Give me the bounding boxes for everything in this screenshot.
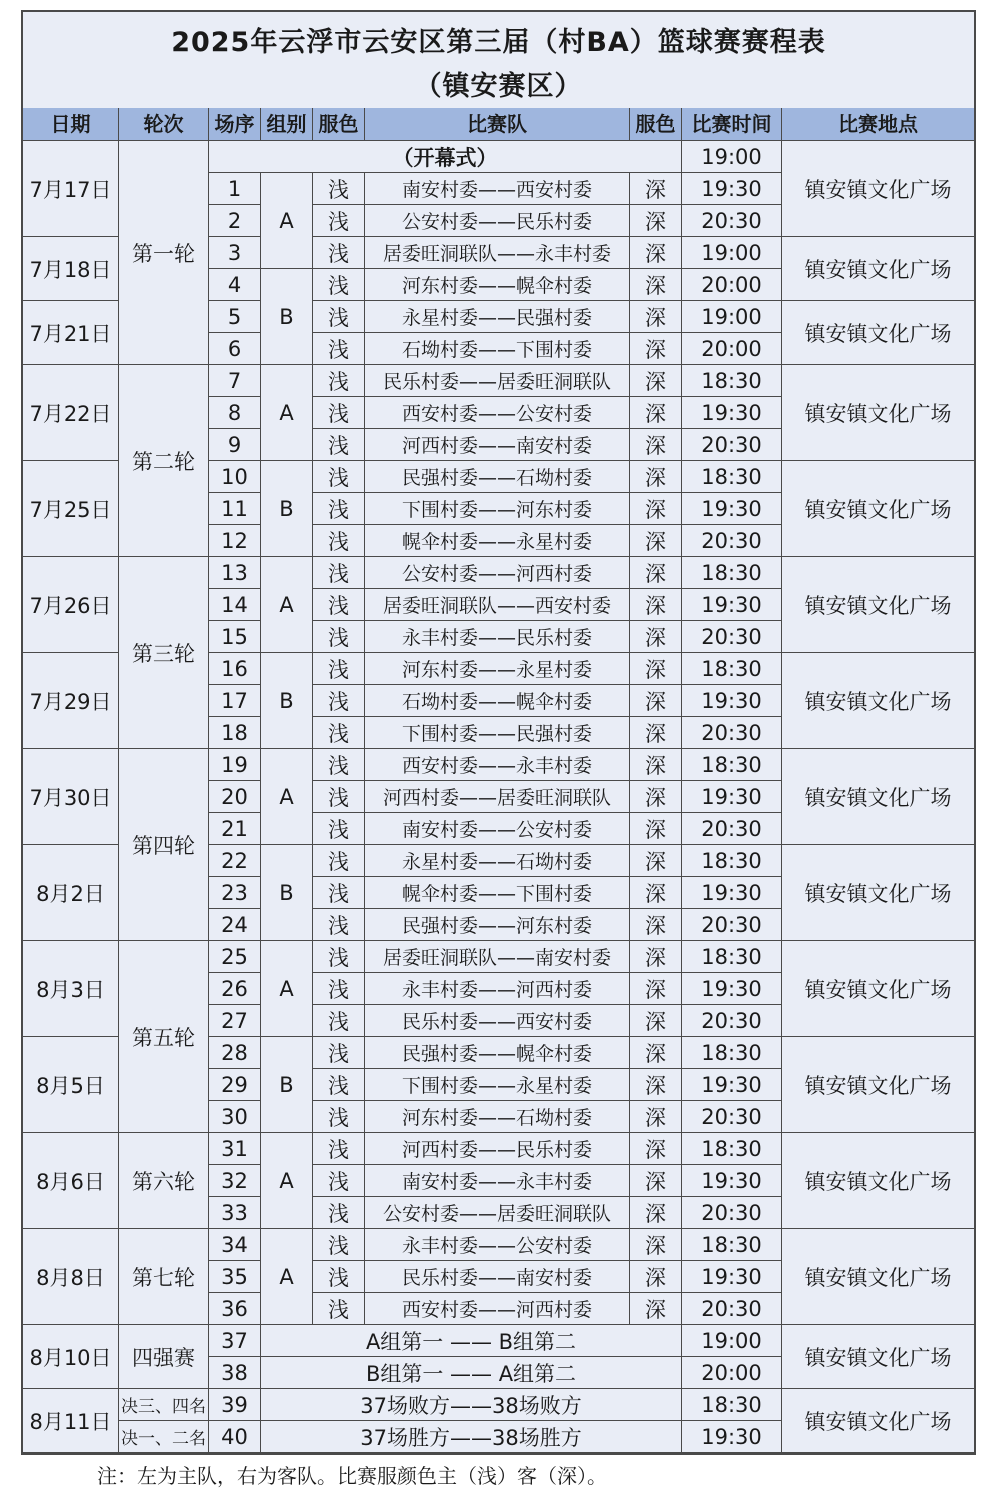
match-time-cell: 18:30 [682, 365, 782, 397]
away-color-cell: 深 [630, 557, 682, 589]
match-time-cell: 18:30 [682, 1133, 782, 1165]
venue-cell: 镇安镇文化广场 [782, 557, 974, 653]
away-color-cell: 深 [630, 1165, 682, 1197]
home-color-cell: 浅 [313, 205, 365, 237]
away-color-cell: 深 [630, 397, 682, 429]
match-teams-cell: 永丰村委——公安村委 [365, 1229, 630, 1261]
round-cell: 第六轮 [119, 1133, 209, 1229]
home-color-cell: 浅 [313, 845, 365, 877]
match-seq-cell: 37 [209, 1325, 261, 1357]
home-color-cell: 浅 [313, 365, 365, 397]
footnote: 注：左为主队，右为客队。比赛服颜色主（浅）客（深）。 [97, 1464, 607, 1488]
opening-time-cell: 19:00 [682, 141, 782, 173]
round-cell: 第七轮 [119, 1229, 209, 1325]
venue-cell: 镇安镇文化广场 [782, 653, 974, 749]
header-date: 日期 [23, 108, 119, 140]
away-color-cell: 深 [630, 1005, 682, 1037]
match-teams-cell: 下围村委——民强村委 [365, 717, 630, 749]
match-teams-cell: 民乐村委——居委旺洞联队 [365, 365, 630, 397]
home-color-cell: 浅 [313, 1069, 365, 1101]
group-cell: A [261, 365, 313, 461]
date-cell: 7月21日 [23, 301, 119, 365]
match-seq-cell: 35 [209, 1261, 261, 1293]
match-time-cell: 20:30 [682, 813, 782, 845]
match-time-cell: 19:30 [682, 877, 782, 909]
home-color-cell: 浅 [313, 1165, 365, 1197]
match-teams-cell: 民乐村委——南安村委 [365, 1261, 630, 1293]
match-seq-cell: 34 [209, 1229, 261, 1261]
match-seq-cell: 9 [209, 429, 261, 461]
venue-cell: 镇安镇文化广场 [782, 941, 974, 1037]
date-cell: 8月8日 [23, 1229, 119, 1325]
match-time-cell: 18:30 [682, 1037, 782, 1069]
match-time-cell: 19:30 [682, 1261, 782, 1293]
date-cell: 7月25日 [23, 461, 119, 557]
home-color-cell: 浅 [313, 1229, 365, 1261]
home-color-cell: 浅 [313, 525, 365, 557]
header-round: 轮次 [119, 108, 209, 140]
title-block [23, 12, 974, 109]
round-cell: 第三轮 [119, 557, 209, 749]
match-teams-cell: 永星村委——石坳村委 [365, 845, 630, 877]
header-teams: 比赛队 [365, 108, 630, 140]
match-time-cell: 20:30 [682, 1101, 782, 1133]
match-seq-cell: 14 [209, 589, 261, 621]
match-teams-cell: 居委旺洞联队——西安村委 [365, 589, 630, 621]
match-time-cell: 20:30 [682, 525, 782, 557]
match-seq-cell: 6 [209, 333, 261, 365]
match-time-cell: 18:30 [682, 941, 782, 973]
group-cell: B [261, 269, 313, 365]
match-seq-cell: 4 [209, 269, 261, 301]
home-color-cell: 浅 [313, 1005, 365, 1037]
match-teams-cell: 南安村委——永丰村委 [365, 1165, 630, 1197]
match-seq-cell: 28 [209, 1037, 261, 1069]
date-cell: 8月5日 [23, 1037, 119, 1133]
home-color-cell: 浅 [313, 1037, 365, 1069]
home-color-cell: 浅 [313, 621, 365, 653]
away-color-cell: 深 [630, 877, 682, 909]
home-color-cell: 浅 [313, 1261, 365, 1293]
venue-cell: 镇安镇文化广场 [782, 1229, 974, 1325]
home-color-cell: 浅 [313, 941, 365, 973]
match-teams-cell: 居委旺洞联队——南安村委 [365, 941, 630, 973]
match-time-cell: 20:30 [682, 1197, 782, 1229]
match-teams-cell: 河西村委——民乐村委 [365, 1133, 630, 1165]
match-time-cell: 19:30 [682, 397, 782, 429]
match-time-cell: 19:30 [682, 493, 782, 525]
group-cell: B [261, 845, 313, 941]
match-time-cell: 18:30 [682, 1389, 782, 1421]
round-cell: 决三、四名 [119, 1389, 209, 1421]
match-teams-cell: 永丰村委——民乐村委 [365, 621, 630, 653]
match-seq-cell: 18 [209, 717, 261, 749]
home-color-cell: 浅 [313, 493, 365, 525]
match-seq-cell: 22 [209, 845, 261, 877]
match-teams-cell: 幌伞村委——永星村委 [365, 525, 630, 557]
match-teams-cell: 37场胜方——38场胜方 [261, 1421, 682, 1453]
match-time-cell: 19:30 [682, 173, 782, 205]
match-seq-cell: 2 [209, 205, 261, 237]
venue-cell: 镇安镇文化广场 [782, 237, 974, 301]
match-time-cell: 18:30 [682, 653, 782, 685]
home-color-cell: 浅 [313, 397, 365, 429]
match-seq-cell: 39 [209, 1389, 261, 1421]
match-teams-cell: 下围村委——永星村委 [365, 1069, 630, 1101]
match-teams-cell: 西安村委——河西村委 [365, 1293, 630, 1325]
away-color-cell: 深 [630, 237, 682, 269]
home-color-cell: 浅 [313, 429, 365, 461]
date-cell: 8月11日 [23, 1389, 119, 1453]
home-color-cell: 浅 [313, 749, 365, 781]
match-teams-cell: 南安村委——西安村委 [365, 173, 630, 205]
match-teams-cell: 民强村委——幌伞村委 [365, 1037, 630, 1069]
away-color-cell: 深 [630, 941, 682, 973]
round-cell: 决一、二名 [119, 1421, 209, 1453]
match-time-cell: 18:30 [682, 461, 782, 493]
away-color-cell: 深 [630, 1197, 682, 1229]
match-seq-cell: 23 [209, 877, 261, 909]
away-color-cell: 深 [630, 653, 682, 685]
schedule-sheet [21, 10, 976, 1455]
group-cell: B [261, 653, 313, 749]
match-time-cell: 19:30 [682, 973, 782, 1005]
away-color-cell: 深 [630, 685, 682, 717]
date-cell: 7月30日 [23, 749, 119, 845]
round-cell: 第五轮 [119, 941, 209, 1133]
match-teams-cell: 民强村委——河东村委 [365, 909, 630, 941]
round-cell: 第四轮 [119, 749, 209, 941]
match-teams-cell: 民乐村委——西安村委 [365, 1005, 630, 1037]
round-cell: 第一轮 [119, 141, 209, 365]
away-color-cell: 深 [630, 1069, 682, 1101]
match-teams-cell: 公安村委——河西村委 [365, 557, 630, 589]
venue-cell: 镇安镇文化广场 [782, 301, 974, 365]
away-color-cell: 深 [630, 365, 682, 397]
match-time-cell: 18:30 [682, 557, 782, 589]
away-color-cell: 深 [630, 621, 682, 653]
venue-cell: 镇安镇文化广场 [782, 1389, 974, 1453]
page-title: 2025年云浮市云安区第三届（村BA）篮球赛赛程表 [171, 27, 826, 58]
match-teams-cell: 永丰村委——河西村委 [365, 973, 630, 1005]
match-seq-cell: 21 [209, 813, 261, 845]
match-teams-cell: 幌伞村委——下围村委 [365, 877, 630, 909]
match-teams-cell: 河东村委——石坳村委 [365, 1101, 630, 1133]
match-seq-cell: 10 [209, 461, 261, 493]
match-time-cell: 20:00 [682, 269, 782, 301]
round-cell: 第二轮 [119, 365, 209, 557]
group-cell: A [261, 749, 313, 845]
away-color-cell: 深 [630, 429, 682, 461]
match-time-cell: 18:30 [682, 845, 782, 877]
home-color-cell: 浅 [313, 557, 365, 589]
venue-cell: 镇安镇文化广场 [782, 365, 974, 461]
date-cell: 8月3日 [23, 941, 119, 1037]
home-color-cell: 浅 [313, 1133, 365, 1165]
group-cell: A [261, 941, 313, 1037]
date-cell: 7月22日 [23, 365, 119, 461]
match-seq-cell: 27 [209, 1005, 261, 1037]
schedule-table [23, 141, 974, 1453]
match-seq-cell: 13 [209, 557, 261, 589]
match-teams-cell: 下围村委——河东村委 [365, 493, 630, 525]
match-time-cell: 20:30 [682, 205, 782, 237]
header-time: 比赛时间 [682, 108, 782, 140]
away-color-cell: 深 [630, 173, 682, 205]
home-color-cell: 浅 [313, 653, 365, 685]
opening-ceremony-cell: （开幕式） [209, 141, 682, 173]
away-color-cell: 深 [630, 589, 682, 621]
home-color-cell: 浅 [313, 1197, 365, 1229]
match-teams-cell: 民强村委——石坳村委 [365, 461, 630, 493]
home-color-cell: 浅 [313, 685, 365, 717]
match-time-cell: 19:30 [682, 1165, 782, 1197]
match-seq-cell: 5 [209, 301, 261, 333]
venue-cell: 镇安镇文化广场 [782, 749, 974, 845]
venue-cell: 镇安镇文化广场 [782, 845, 974, 941]
group-cell: B [261, 461, 313, 557]
match-teams-cell: 石坳村委——幌伞村委 [365, 685, 630, 717]
match-time-cell: 19:30 [682, 589, 782, 621]
venue-cell: 镇安镇文化广场 [782, 1133, 974, 1229]
away-color-cell: 深 [630, 1229, 682, 1261]
match-teams-cell: 公安村委——民乐村委 [365, 205, 630, 237]
away-color-cell: 深 [630, 333, 682, 365]
match-teams-cell: 河西村委——南安村委 [365, 429, 630, 461]
group-cell: B [261, 1037, 313, 1133]
venue-cell: 镇安镇文化广场 [782, 1325, 974, 1389]
match-time-cell: 19:30 [682, 1421, 782, 1453]
header-seq: 场序 [209, 108, 261, 140]
venue-cell: 镇安镇文化广场 [782, 461, 974, 557]
away-color-cell: 深 [630, 269, 682, 301]
away-color-cell: 深 [630, 461, 682, 493]
match-time-cell: 19:30 [682, 685, 782, 717]
match-seq-cell: 15 [209, 621, 261, 653]
home-color-cell: 浅 [313, 909, 365, 941]
away-color-cell: 深 [630, 717, 682, 749]
match-teams-cell: 南安村委——公安村委 [365, 813, 630, 845]
header-home-color: 服色 [313, 108, 365, 140]
match-seq-cell: 16 [209, 653, 261, 685]
match-teams-cell: 西安村委——永丰村委 [365, 749, 630, 781]
home-color-cell: 浅 [313, 1293, 365, 1325]
home-color-cell: 浅 [313, 461, 365, 493]
match-time-cell: 19:00 [682, 301, 782, 333]
match-seq-cell: 31 [209, 1133, 261, 1165]
match-time-cell: 18:30 [682, 749, 782, 781]
home-color-cell: 浅 [313, 333, 365, 365]
match-seq-cell: 40 [209, 1421, 261, 1453]
group-cell: A [261, 557, 313, 653]
home-color-cell: 浅 [313, 813, 365, 845]
match-seq-cell: 11 [209, 493, 261, 525]
away-color-cell: 深 [630, 749, 682, 781]
away-color-cell: 深 [630, 1101, 682, 1133]
date-cell: 8月6日 [23, 1133, 119, 1229]
match-teams-cell: A组第一 —— B组第二 [261, 1325, 682, 1357]
match-time-cell: 20:30 [682, 1293, 782, 1325]
match-teams-cell: 河东村委——永星村委 [365, 653, 630, 685]
match-seq-cell: 25 [209, 941, 261, 973]
match-teams-cell: 河东村委——幌伞村委 [365, 269, 630, 301]
match-seq-cell: 17 [209, 685, 261, 717]
match-seq-cell: 36 [209, 1293, 261, 1325]
venue-cell: 镇安镇文化广场 [782, 141, 974, 237]
match-seq-cell: 12 [209, 525, 261, 557]
group-cell: A [261, 1133, 313, 1229]
match-teams-cell: 河西村委——居委旺洞联队 [365, 781, 630, 813]
match-time-cell: 18:30 [682, 1229, 782, 1261]
page-subtitle: （镇安赛区） [414, 71, 583, 102]
match-seq-cell: 7 [209, 365, 261, 397]
home-color-cell: 浅 [313, 173, 365, 205]
match-teams-cell: 37场败方——38场败方 [261, 1389, 682, 1421]
match-teams-cell: 石坳村委——下围村委 [365, 333, 630, 365]
away-color-cell: 深 [630, 525, 682, 557]
match-seq-cell: 26 [209, 973, 261, 1005]
away-color-cell: 深 [630, 1037, 682, 1069]
match-seq-cell: 20 [209, 781, 261, 813]
match-teams-cell: 公安村委——居委旺洞联队 [365, 1197, 630, 1229]
match-time-cell: 20:30 [682, 717, 782, 749]
group-cell: A [261, 1229, 313, 1325]
away-color-cell: 深 [630, 301, 682, 333]
match-seq-cell: 38 [209, 1357, 261, 1389]
round-cell: 四强赛 [119, 1325, 209, 1389]
match-teams-cell: B组第一 —— A组第二 [261, 1357, 682, 1389]
away-color-cell: 深 [630, 205, 682, 237]
away-color-cell: 深 [630, 1133, 682, 1165]
match-teams-cell: 居委旺洞联队——永丰村委 [365, 237, 630, 269]
home-color-cell: 浅 [313, 973, 365, 1005]
away-color-cell: 深 [630, 813, 682, 845]
match-seq-cell: 8 [209, 397, 261, 429]
match-time-cell: 19:00 [682, 237, 782, 269]
match-time-cell: 20:30 [682, 429, 782, 461]
match-seq-cell: 19 [209, 749, 261, 781]
away-color-cell: 深 [630, 1261, 682, 1293]
away-color-cell: 深 [630, 1293, 682, 1325]
home-color-cell: 浅 [313, 237, 365, 269]
header-venue: 比赛地点 [838, 112, 918, 136]
home-color-cell: 浅 [313, 269, 365, 301]
match-seq-cell: 1 [209, 173, 261, 205]
match-time-cell: 19:30 [682, 781, 782, 813]
home-color-cell: 浅 [313, 301, 365, 333]
match-seq-cell: 33 [209, 1197, 261, 1229]
venue-cell: 镇安镇文化广场 [782, 1037, 974, 1133]
home-color-cell: 浅 [313, 717, 365, 749]
date-cell: 7月29日 [23, 653, 119, 749]
away-color-cell: 深 [630, 845, 682, 877]
match-time-cell: 20:30 [682, 909, 782, 941]
match-teams-cell: 西安村委——公安村委 [365, 397, 630, 429]
match-time-cell: 19:30 [682, 1069, 782, 1101]
match-teams-cell: 永星村委——民强村委 [365, 301, 630, 333]
header-away-color: 服色 [630, 108, 682, 140]
home-color-cell: 浅 [313, 589, 365, 621]
away-color-cell: 深 [630, 909, 682, 941]
match-time-cell: 20:30 [682, 621, 782, 653]
date-cell: 7月18日 [23, 237, 119, 301]
date-cell: 7月17日 [23, 141, 119, 237]
match-seq-cell: 30 [209, 1101, 261, 1133]
away-color-cell: 深 [630, 493, 682, 525]
header-group: 组别 [261, 108, 313, 140]
table-header [23, 108, 974, 141]
date-cell: 7月26日 [23, 557, 119, 653]
match-time-cell: 20:00 [682, 1357, 782, 1389]
match-time-cell: 20:00 [682, 333, 782, 365]
date-cell: 8月10日 [23, 1325, 119, 1389]
match-seq-cell: 32 [209, 1165, 261, 1197]
match-seq-cell: 29 [209, 1069, 261, 1101]
away-color-cell: 深 [630, 973, 682, 1005]
away-color-cell: 深 [630, 781, 682, 813]
match-seq-cell: 24 [209, 909, 261, 941]
match-time-cell: 20:30 [682, 1005, 782, 1037]
home-color-cell: 浅 [313, 877, 365, 909]
home-color-cell: 浅 [313, 1101, 365, 1133]
match-time-cell: 19:00 [682, 1325, 782, 1357]
match-seq-cell: 3 [209, 237, 261, 269]
home-color-cell: 浅 [313, 781, 365, 813]
group-cell: A [261, 173, 313, 269]
date-cell: 8月2日 [23, 845, 119, 941]
